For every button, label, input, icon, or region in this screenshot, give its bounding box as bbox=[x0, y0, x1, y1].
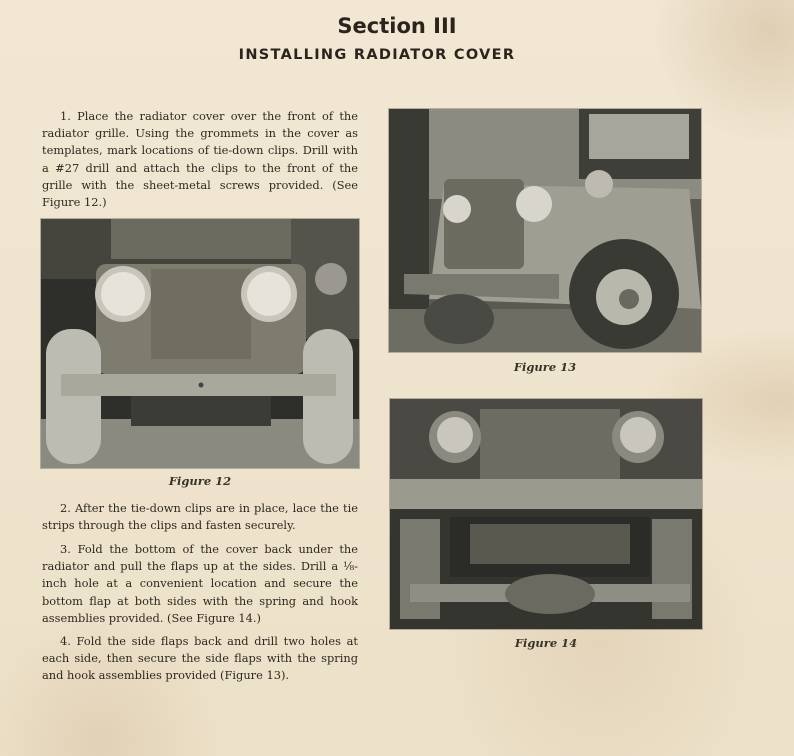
figure-13-caption: Figure 13 bbox=[513, 360, 577, 374]
instruction-step-4: 4. Fold the side flaps back and drill two holes at each side, then secure the side flaps with the spring and hook assemblies provided (Figure 13). bbox=[42, 634, 358, 683]
section-heading: Section III bbox=[337, 14, 457, 38]
page-title: INSTALLING RADIATOR COVER bbox=[238, 47, 516, 63]
figure-14-caption: Figure 14 bbox=[514, 636, 578, 650]
instruction-step-1: 1. Place the radiator cover over the front of the radiator grille. Using the grommets in the cover as templates, mark locations of tie-down clips. Drill with a #27 drill and attach the clips to the front of the grille with the sheet-metal screws provided. (See Figure 12.) bbox=[42, 109, 358, 210]
figure-13-photo bbox=[389, 109, 701, 352]
instruction-step-3: 3. Fold the bottom of the cover back under the radiator and pull the flaps up at the sides. Drill a ⅛-inch hole at a convenient location and secure the bottom flap at both sides with the spring and hook assemblies provided. (See Figure 14.) bbox=[42, 542, 358, 625]
figure-12-caption: Figure 12 bbox=[168, 474, 232, 488]
figure-14-photo bbox=[390, 399, 702, 629]
instruction-step-2: 2. After the tie-down clips are in place, lace the tie strips through the clips and fasten securely. bbox=[42, 501, 358, 533]
figure-12-photo bbox=[41, 219, 359, 468]
